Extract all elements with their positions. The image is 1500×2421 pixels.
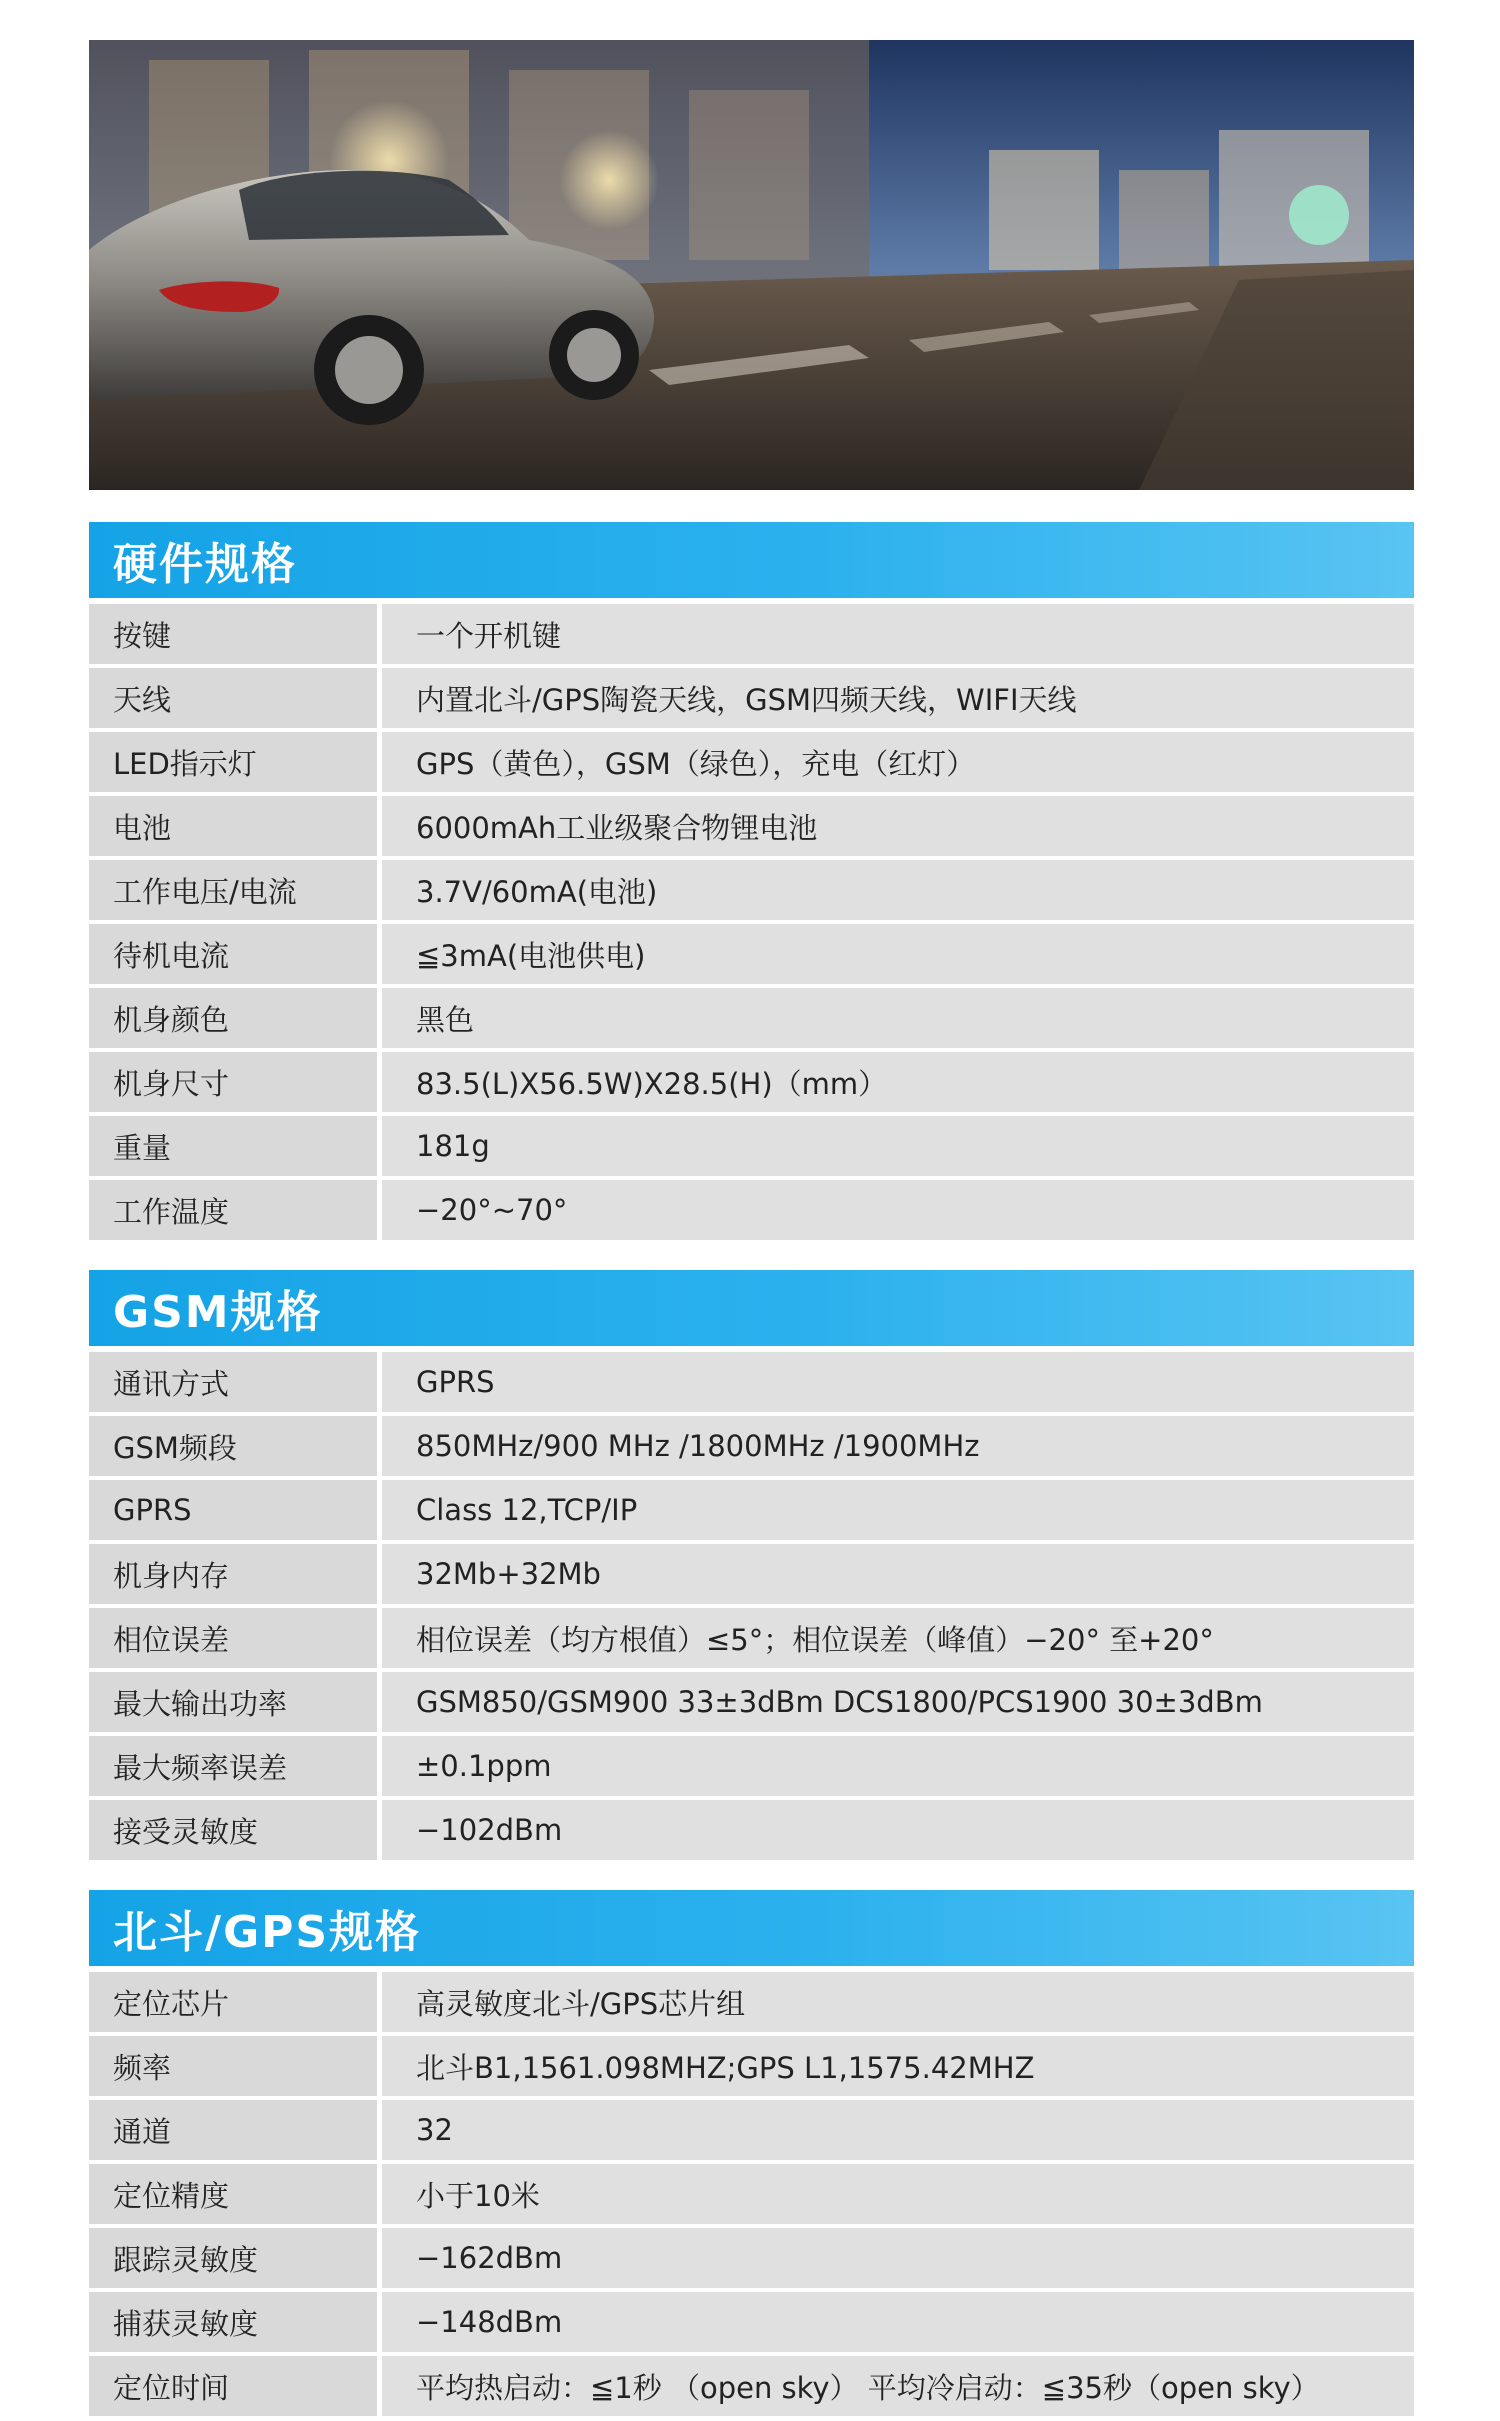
spec-label: 跟踪灵敏度 bbox=[89, 2228, 377, 2288]
car-street-illustration bbox=[89, 40, 1414, 490]
spec-value: 850MHz/900 MHz /1800MHz /1900MHz bbox=[382, 1416, 1414, 1476]
spec-value: −162dBm bbox=[382, 2228, 1414, 2288]
spec-value: −102dBm bbox=[382, 1800, 1414, 1860]
spec-value: 北斗B1,1561.098MHZ;GPS L1,1575.42MHZ bbox=[382, 2036, 1414, 2096]
section-title: 北斗/GPS规格 bbox=[113, 1907, 422, 1958]
table-row bbox=[89, 1416, 1414, 1476]
spec-value: ≦3mA(电池供电) bbox=[382, 924, 1414, 984]
table-row bbox=[89, 1736, 1414, 1796]
table-row bbox=[89, 604, 1414, 664]
spec-value: 32 bbox=[382, 2100, 1414, 2160]
spec-label: 重量 bbox=[89, 1116, 377, 1176]
spec-page bbox=[89, 40, 1414, 2416]
spec-label: 相位误差 bbox=[89, 1608, 377, 1668]
spec-label: 通讯方式 bbox=[89, 1352, 377, 1412]
section-title: 硬件规格 bbox=[113, 539, 297, 590]
table-row bbox=[89, 1352, 1414, 1412]
table-row bbox=[89, 1544, 1414, 1604]
section-header bbox=[89, 1890, 1414, 1966]
spec-section bbox=[89, 1890, 1414, 2416]
spec-label: 定位精度 bbox=[89, 2164, 377, 2224]
spec-value: Class 12,TCP/IP bbox=[382, 1480, 1414, 1540]
spec-value: 32Mb+32Mb bbox=[382, 1544, 1414, 1604]
table-row bbox=[89, 924, 1414, 984]
table-row bbox=[89, 1972, 1414, 2032]
table-row bbox=[89, 668, 1414, 728]
table-row bbox=[89, 1116, 1414, 1176]
spec-section bbox=[89, 1270, 1414, 1860]
section-title: GSM规格 bbox=[113, 1287, 323, 1338]
spec-label: 定位芯片 bbox=[89, 1972, 377, 2032]
spec-table bbox=[89, 1352, 1414, 1860]
table-row bbox=[89, 2292, 1414, 2352]
spec-value: 6000mAh工业级聚合物锂电池 bbox=[382, 796, 1414, 856]
spec-label: 机身尺寸 bbox=[89, 1052, 377, 1112]
spec-value: ±0.1ppm bbox=[382, 1736, 1414, 1796]
spec-label: 通道 bbox=[89, 2100, 377, 2160]
table-row bbox=[89, 2036, 1414, 2096]
spec-label: 按键 bbox=[89, 604, 377, 664]
spec-label: 待机电流 bbox=[89, 924, 377, 984]
spec-section bbox=[89, 522, 1414, 1240]
spec-label: 机身颜色 bbox=[89, 988, 377, 1048]
spec-label: 接受灵敏度 bbox=[89, 1800, 377, 1860]
table-row bbox=[89, 1052, 1414, 1112]
spec-table bbox=[89, 604, 1414, 1240]
spec-value: 一个开机键 bbox=[382, 604, 1414, 664]
spec-value: GSM850/GSM900 33±3dBm DCS1800/PCS1900 30±3dBm bbox=[382, 1672, 1414, 1732]
table-row bbox=[89, 796, 1414, 856]
section-header bbox=[89, 1270, 1414, 1346]
spec-label: 天线 bbox=[89, 668, 377, 728]
spec-value: 3.7V/60mA(电池) bbox=[382, 860, 1414, 920]
spec-label: 捕获灵敏度 bbox=[89, 2292, 377, 2352]
spec-value: 181g bbox=[382, 1116, 1414, 1176]
spec-label: 工作温度 bbox=[89, 1180, 377, 1240]
table-row bbox=[89, 988, 1414, 1048]
table-row bbox=[89, 732, 1414, 792]
spec-value: 高灵敏度北斗/GPS芯片组 bbox=[382, 1972, 1414, 2032]
table-row bbox=[89, 860, 1414, 920]
table-row bbox=[89, 2164, 1414, 2224]
table-row bbox=[89, 1608, 1414, 1668]
spec-value: 83.5(L)X56.5W)X28.5(H)（mm） bbox=[382, 1052, 1414, 1112]
spec-label: GPRS bbox=[89, 1480, 377, 1540]
spec-label: 最大输出功率 bbox=[89, 1672, 377, 1732]
table-row bbox=[89, 1180, 1414, 1240]
table-row bbox=[89, 2100, 1414, 2160]
table-row bbox=[89, 1480, 1414, 1540]
spec-value: GPS（黄色），GSM（绿色），充电（红灯） bbox=[382, 732, 1414, 792]
hero-image bbox=[89, 40, 1414, 490]
spec-label: 机身内存 bbox=[89, 1544, 377, 1604]
spec-value: −148dBm bbox=[382, 2292, 1414, 2352]
spec-table bbox=[89, 1972, 1414, 2416]
spec-value: 小于10米 bbox=[382, 2164, 1414, 2224]
spec-label: 工作电压/电流 bbox=[89, 860, 377, 920]
table-row bbox=[89, 2228, 1414, 2288]
spec-label: 电池 bbox=[89, 796, 377, 856]
spec-label: 最大频率误差 bbox=[89, 1736, 377, 1796]
spec-label: 频率 bbox=[89, 2036, 377, 2096]
spec-label: LED指示灯 bbox=[89, 732, 377, 792]
table-row bbox=[89, 1800, 1414, 1860]
spec-label: GSM频段 bbox=[89, 1416, 377, 1476]
table-row bbox=[89, 1672, 1414, 1732]
spec-label: 定位时间 bbox=[89, 2356, 377, 2416]
table-row bbox=[89, 2356, 1414, 2416]
spec-value: 内置北斗/GPS陶瓷天线，GSM四频天线，WIFI天线 bbox=[382, 668, 1414, 728]
spec-value: 黑色 bbox=[382, 988, 1414, 1048]
section-header bbox=[89, 522, 1414, 598]
spec-value: 平均热启动：≦1秒 （open sky） 平均冷启动：≦35秒（open sky） bbox=[382, 2356, 1414, 2416]
spec-value: 相位误差（均方根值）≤5°；相位误差（峰值）−20° 至+20° bbox=[382, 1608, 1414, 1668]
spec-value: −20°~70° bbox=[382, 1180, 1414, 1240]
spec-value: GPRS bbox=[382, 1352, 1414, 1412]
